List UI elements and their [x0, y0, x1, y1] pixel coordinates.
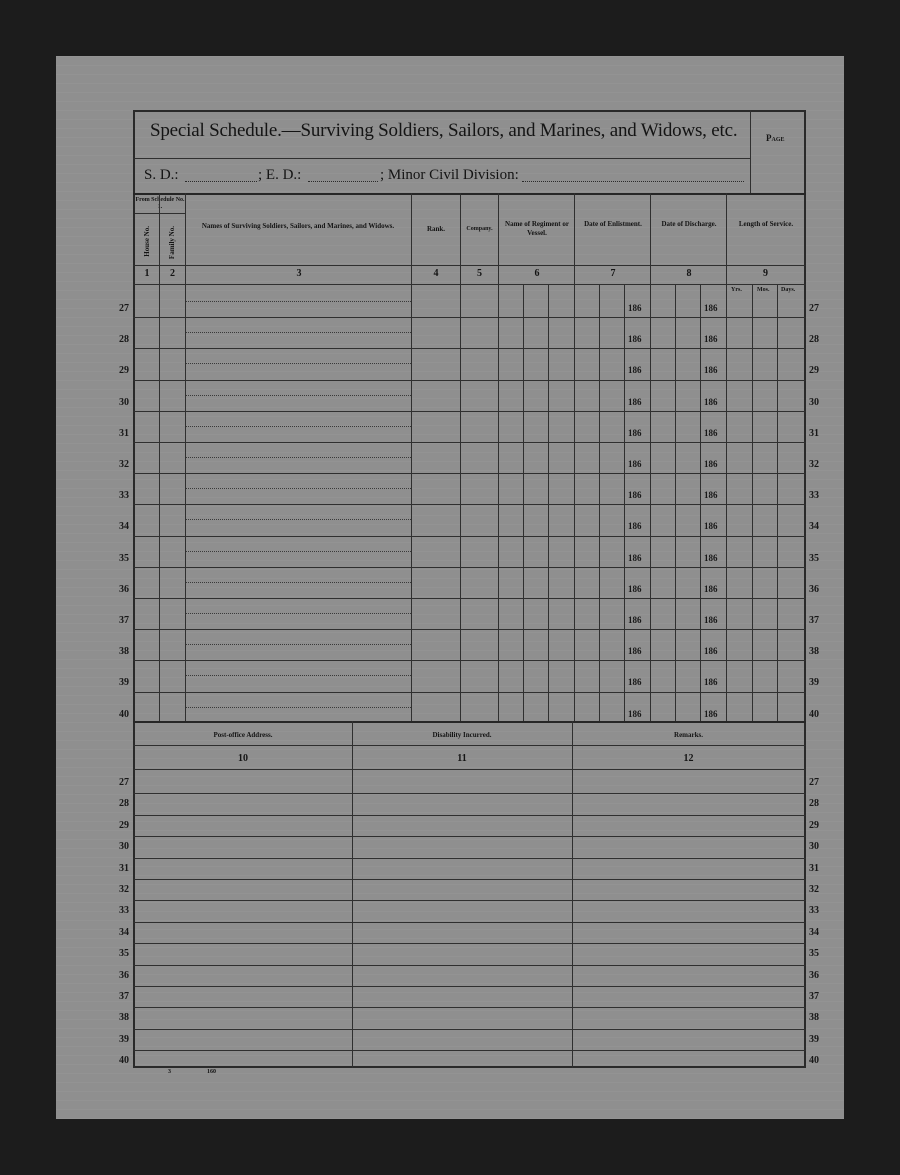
name-dotted-line: [186, 488, 411, 489]
upper-row-line: [133, 504, 806, 505]
enlistment-header: Date of Enlistment.: [584, 220, 642, 228]
discharge-year-prefix: 186: [704, 365, 718, 375]
remarks-header: Remarks.: [674, 731, 703, 739]
discharge-year-prefix: 186: [704, 490, 718, 500]
lower-row-number-right: 28: [809, 798, 819, 809]
col-number-6: 6: [534, 268, 540, 279]
col-number-5: 5: [477, 268, 482, 279]
footer-mark-b: 160: [207, 1069, 216, 1075]
discharge-year-prefix: 186: [704, 584, 718, 594]
enlistment-year-prefix: 186: [628, 615, 642, 625]
row-number-right: 34: [809, 521, 819, 532]
lower-row-number-right: 35: [809, 948, 819, 959]
lower-row-number-right: 40: [809, 1055, 819, 1066]
lower-row-number-left: 32: [119, 884, 129, 895]
lower-row-number-left: 39: [119, 1034, 129, 1045]
discharge-year-prefix: 186: [704, 428, 718, 438]
lower-row-number-right: 39: [809, 1034, 819, 1045]
lower-row-number-right: 36: [809, 970, 819, 981]
row-number-left: 40: [119, 709, 129, 720]
row-number-left: 39: [119, 677, 129, 688]
row-number-right: 33: [809, 490, 819, 501]
lower-row-line: [133, 879, 806, 880]
name-dotted-line: [186, 613, 411, 614]
enlistment-year-prefix: 186: [628, 334, 642, 344]
col-number-3: 3: [296, 268, 302, 279]
row-number-right: 35: [809, 553, 819, 564]
lower-row-line: [133, 815, 806, 816]
upper-row-line: [133, 692, 806, 693]
enlistment-year-prefix: 186: [628, 521, 642, 531]
lower-row-line: [133, 1029, 806, 1030]
lower-row-number-left: 38: [119, 1012, 129, 1023]
discharge-year-prefix: 186: [704, 334, 718, 344]
days-header: Days.: [781, 287, 796, 293]
names-header: Names of Surviving Soldiers, Sailors, and Marines, and Widows.: [201, 222, 395, 230]
yrs-header: Yrs.: [731, 287, 742, 293]
row-number-left: 31: [119, 428, 129, 439]
name-dotted-line: [186, 457, 411, 458]
page-label: Page: [766, 133, 785, 143]
upper-row-line: [133, 380, 806, 381]
upper-row-line: [133, 598, 806, 599]
lower-row-number-left: 27: [119, 777, 129, 788]
lower-row-number-left: 35: [119, 948, 129, 959]
discharge-year-prefix: 186: [704, 303, 718, 313]
lower-row-number-left: 31: [119, 863, 129, 874]
discharge-year-prefix: 186: [704, 459, 718, 469]
col-number-9: 9: [763, 268, 768, 279]
lower-row-number-right: 37: [809, 991, 819, 1002]
enlistment-year-prefix: 186: [628, 459, 642, 469]
lower-row-number-right: 30: [809, 841, 819, 852]
row-number-right: 32: [809, 459, 819, 470]
lower-row-number-right: 38: [809, 1012, 819, 1023]
regiment-header: Name of Regiment or Vessel.: [505, 220, 569, 237]
upper-row-line: [133, 317, 806, 318]
lower-row-number-left: 28: [119, 798, 129, 809]
row-number-left: 34: [119, 521, 129, 532]
col-number-1: 1: [144, 268, 150, 279]
lower-row-number-left: 34: [119, 927, 129, 938]
lower-row-number-left: 36: [119, 970, 129, 981]
minor-civil-division-label: ; Minor Civil Division:: [380, 167, 519, 183]
col-number-7: 7: [610, 268, 616, 279]
lower-row-line: [133, 986, 806, 987]
row-number-right: 39: [809, 677, 819, 688]
row-number-left: 28: [119, 334, 129, 345]
name-dotted-line: [186, 363, 411, 364]
name-dotted-line: [186, 707, 411, 708]
col-number-2: 2: [170, 268, 175, 279]
row-number-right: 37: [809, 615, 819, 626]
name-dotted-line: [186, 426, 411, 427]
lower-row-number-right: 27: [809, 777, 819, 788]
sd-label: S. D.:: [144, 167, 179, 183]
row-number-left: 35: [119, 553, 129, 564]
lower-row-line: [133, 1050, 806, 1051]
enlistment-year-prefix: 186: [628, 428, 642, 438]
family-no-header: Family No.: [168, 226, 176, 260]
ed-label: ; E. D.:: [258, 167, 302, 183]
lower-row-line: [133, 943, 806, 944]
enlistment-year-prefix: 186: [628, 553, 642, 563]
upper-row-line: [133, 442, 806, 443]
row-number-right: 31: [809, 428, 819, 439]
enlistment-year-prefix: 186: [628, 397, 642, 407]
discharge-header: Date of Discharge.: [661, 220, 717, 228]
enlistment-year-prefix: 186: [628, 677, 642, 687]
enlistment-year-prefix: 186: [628, 365, 642, 375]
lower-row-line: [133, 858, 806, 859]
upper-row-line: [133, 348, 806, 349]
name-dotted-line: [186, 551, 411, 552]
upper-row-line: [133, 567, 806, 568]
lower-row-line: [133, 965, 806, 966]
upper-row-line: [133, 536, 806, 537]
discharge-year-prefix: 186: [704, 615, 718, 625]
company-header: Company.: [466, 226, 493, 232]
footer-mark-a: 3: [168, 1069, 171, 1075]
lower-row-number-right: 31: [809, 863, 819, 874]
lower-row-number-right: 29: [809, 820, 819, 831]
lower-row-number-right: 34: [809, 927, 819, 938]
col-number-4: 4: [433, 268, 439, 279]
col-number-8: 8: [686, 268, 692, 279]
lower-row-number-left: 40: [119, 1055, 129, 1066]
enlistment-year-prefix: 186: [628, 303, 642, 313]
name-dotted-line: [186, 519, 411, 520]
discharge-year-prefix: 186: [704, 397, 718, 407]
upper-row-line: [133, 411, 806, 412]
name-dotted-line: [186, 332, 411, 333]
service-header: Length of Service.: [738, 220, 794, 228]
discharge-year-prefix: 186: [704, 646, 718, 656]
row-number-left: 38: [119, 646, 129, 657]
row-number-right: 30: [809, 397, 819, 408]
lower-row-line: [133, 836, 806, 837]
upper-row-line: [133, 660, 806, 661]
address-header: Post-office Address.: [213, 731, 273, 739]
row-number-right: 40: [809, 709, 819, 720]
discharge-year-prefix: 186: [704, 553, 718, 563]
row-number-left: 33: [119, 490, 129, 501]
row-number-left: 27: [119, 303, 129, 314]
lower-row-number-left: 37: [119, 991, 129, 1002]
schedule-title: Special Schedule.—Surviving Soldiers, Sailors, and Marines, and Widows, etc.: [150, 120, 738, 141]
lower-row-line: [133, 922, 806, 923]
rank-header: Rank.: [426, 225, 446, 233]
name-dotted-line: [186, 395, 411, 396]
name-dotted-line: [186, 675, 411, 676]
name-dotted-line: [186, 582, 411, 583]
row-number-left: 37: [119, 615, 129, 626]
mos-header: Mos.: [757, 287, 770, 293]
row-number-right: 27: [809, 303, 819, 314]
col-number-12: 12: [683, 753, 694, 764]
lower-row-number-left: 30: [119, 841, 129, 852]
disability-header: Disability Incurred.: [432, 731, 492, 739]
enlistment-year-prefix: 186: [628, 646, 642, 656]
name-dotted-line: [186, 301, 411, 302]
house-no-header: House No.: [143, 226, 151, 257]
lower-row-line: [133, 1007, 806, 1008]
discharge-year-prefix: 186: [704, 709, 718, 719]
lower-row-number-left: 29: [119, 820, 129, 831]
row-number-right: 29: [809, 365, 819, 376]
name-dotted-line: [186, 644, 411, 645]
lower-row-number-left: 33: [119, 905, 129, 916]
enlistment-year-prefix: 186: [628, 490, 642, 500]
from-schedule-label: From Schedule No. 1.: [135, 197, 185, 210]
col-number-10: 10: [238, 753, 248, 764]
discharge-year-prefix: 186: [704, 521, 718, 531]
lower-row-line: [133, 900, 806, 901]
row-number-left: 30: [119, 397, 129, 408]
lower-row-number-right: 33: [809, 905, 819, 916]
col-number-11: 11: [457, 753, 467, 764]
lower-row-line: [133, 793, 806, 794]
discharge-year-prefix: 186: [704, 677, 718, 687]
row-number-left: 32: [119, 459, 129, 470]
enlistment-year-prefix: 186: [628, 584, 642, 594]
row-number-left: 29: [119, 365, 129, 376]
row-number-right: 36: [809, 584, 819, 595]
row-number-left: 36: [119, 584, 129, 595]
row-number-right: 28: [809, 334, 819, 345]
upper-row-line: [133, 473, 806, 474]
upper-row-line: [133, 629, 806, 630]
row-number-right: 38: [809, 646, 819, 657]
enlistment-year-prefix: 186: [628, 709, 642, 719]
lower-row-number-right: 32: [809, 884, 819, 895]
